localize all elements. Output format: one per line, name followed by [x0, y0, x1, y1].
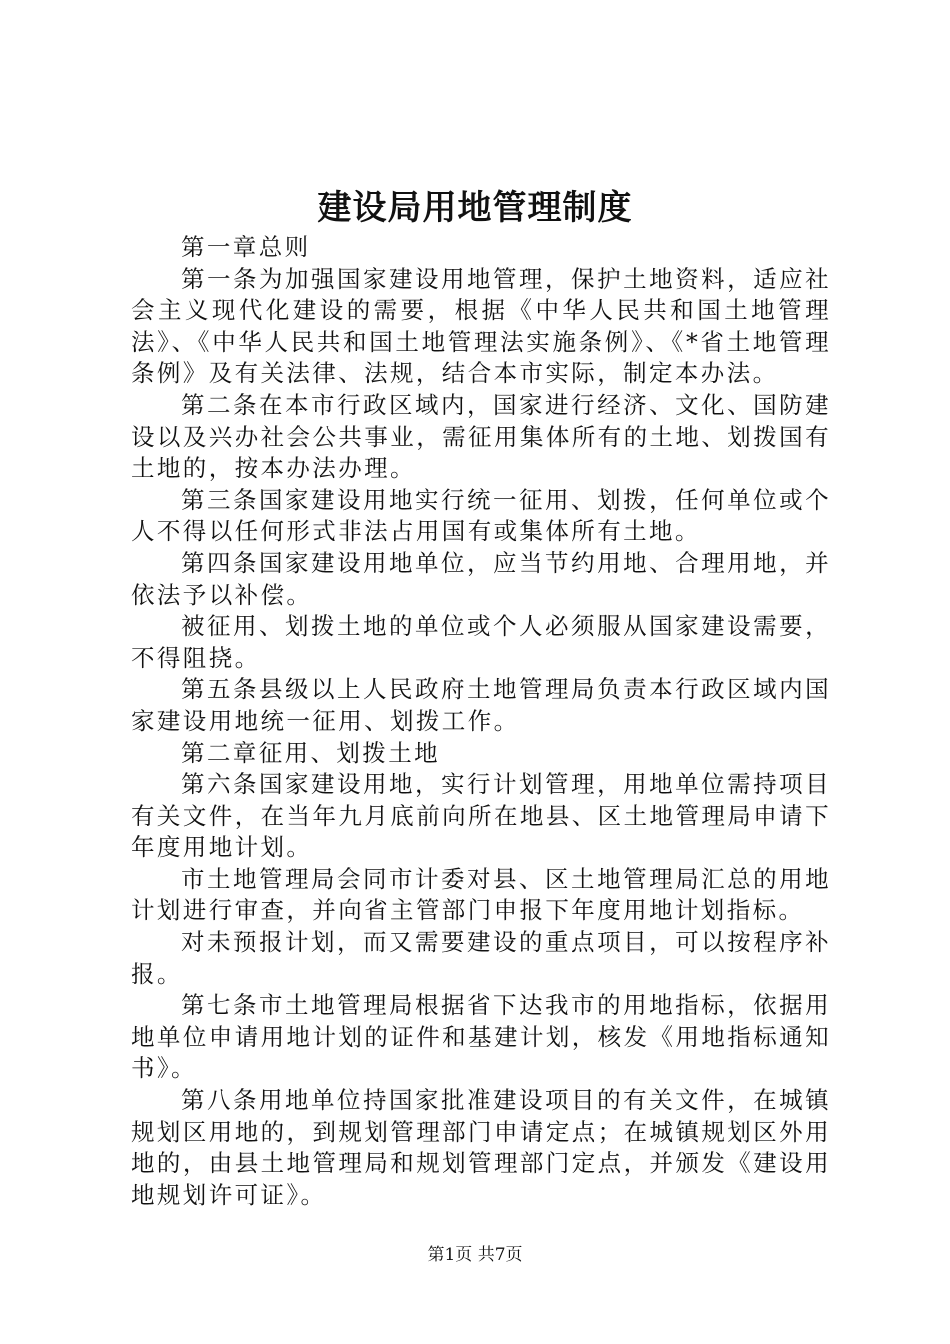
paragraph: 被征用、划拨土地的单位或个人必须服从国家建设需要，不得阻挠。 [131, 612, 831, 672]
paragraph: 第二条在本市行政区域内，国家进行经济、文化、国防建设以及兴办社会公共事业，需征用集体所有的土地、划拨国有土地的，按本办法办理。 [131, 390, 831, 483]
paragraph: 第四条国家建设用地单位，应当节约用地、合理用地，并依法予以补偿。 [131, 548, 831, 609]
paragraph: 第七条市土地管理局根据省下达我市的用地指标，依据用地单位申请用地计划的证件和基建计划，核发《用地指标通知书》。 [131, 991, 831, 1083]
paragraph: 对未预报计划，而又需要建设的重点项目，可以按程序补报。 [131, 928, 831, 988]
document-title: 建设局用地管理制度 [317, 188, 633, 228]
paragraph: 第五条县级以上人民政府土地管理局负责本行政区域内国家建设用地统一征用、划拨工作。 [131, 675, 831, 735]
page-footer: 第1页 共7页 [427, 1245, 523, 1265]
chapter-heading: 第一章总则 [181, 233, 311, 261]
chapter-heading: 第二章征用、划拨土地 [181, 738, 440, 767]
paragraph: 第一条为加强国家建设用地管理，保护土地资料，适应社会主义现代化建设的需要，根据《中华人民共和国土地管理法》、《中华人民共和国土地管理法实施条例》、《*省土地管理条例》及有关法律、法规，结合本市实际，制定本办法。 [131, 264, 831, 388]
paragraph: 第三条国家建设用地实行统一征用、划拨，任何单位或个人不得以任何形式非法占用国有或集体所有土地。 [131, 485, 831, 546]
document-body [131, 232, 831, 1211]
paragraph: 第六条国家建设用地，实行计划管理，用地单位需持项目有关文件，在当年九月底前向所在地县、区土地管理局申请下年度用地计划。 [131, 770, 831, 862]
paragraph: 市土地管理局会同市计委对县、区土地管理局汇总的用地计划进行审查，并向省主管部门申报下年度用地计划指标。 [131, 864, 831, 925]
paragraph: 第八条用地单位持国家批准建设项目的有关文件，在城镇规划区用地的，到规划管理部门申请定点；在城镇规划区外用地的，由县土地管理局和规划管理部门定点，并颁发《建设用地规划许可证》。 [131, 1086, 831, 1209]
